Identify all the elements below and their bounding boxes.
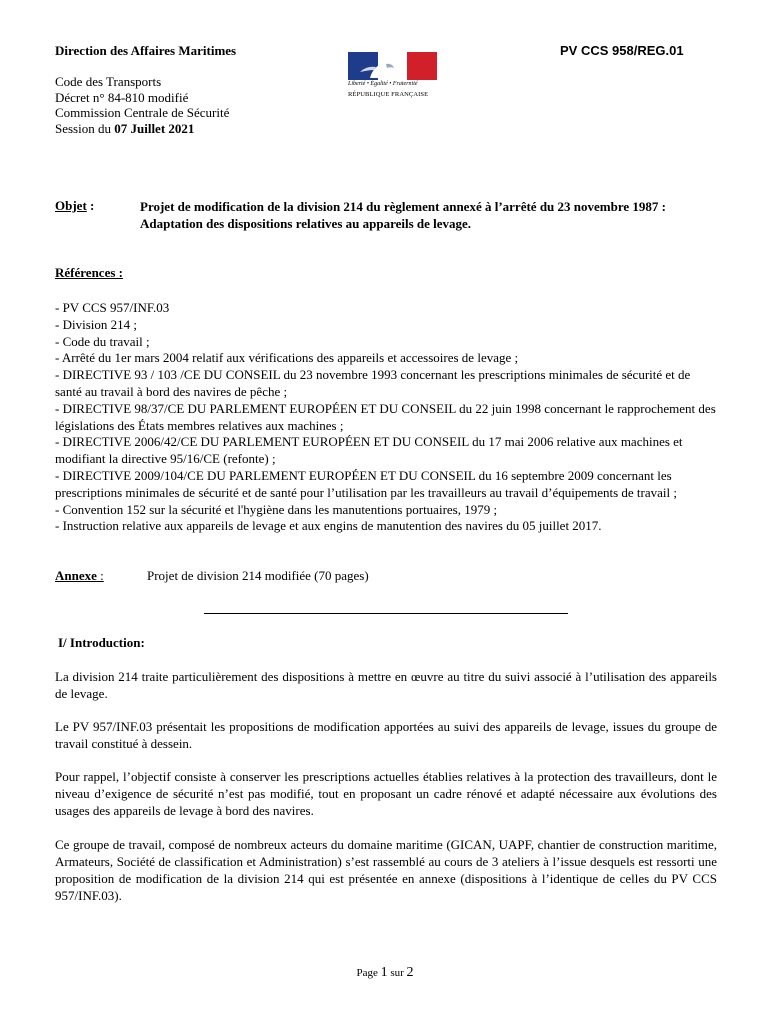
reference-item: - Code du travail ; xyxy=(55,333,150,349)
footer-page-total: 2 xyxy=(406,965,414,980)
reference-item: - Instruction relative aux appareils de levage et aux engins de manutention des navires du 05 juillet 2017. xyxy=(55,518,602,534)
objet-colon: : xyxy=(86,198,95,213)
references-title: Références : xyxy=(55,265,123,280)
footer-page-word: Page xyxy=(356,967,381,979)
reference-item: - DIRECTIVE 2006/42/CE DU PARLEMENT EUROPÉEN ET DU CONSEIL du 17 mai 2006 relative aux machines et modifiant la directive 95/16/CE (refonte) ; xyxy=(55,434,683,467)
reference-item: - PV CCS 957/INF.03 xyxy=(55,300,170,315)
annexe-label xyxy=(55,568,104,584)
objet-word: Objet xyxy=(55,198,87,213)
page-footer xyxy=(0,965,770,981)
session-date: 07 Juillet 2021 xyxy=(114,121,195,137)
session-prefix: Session du xyxy=(55,121,115,137)
objet-label xyxy=(55,198,94,214)
reference-item: - Division 214 ; xyxy=(55,316,137,332)
intro-paragraph: Pour rappel, l’objectif consiste à conserver les prescriptions actuelles établies relatives à la protection des travailleurs, dont le niveau d’exigence de sécurité n’est pas modifié, tout en proposant un cadre rénové et adapté nécessaire aux évolutions des usages des appareils de levage à bord des navires. xyxy=(55,769,717,818)
footer-page-number: 1 xyxy=(380,965,388,980)
references-list xyxy=(55,300,720,535)
code-block xyxy=(55,74,229,137)
logo-motto: Liberté • Égalité • Fraternité xyxy=(348,81,418,87)
direction-header: Direction des Affaires Maritimes xyxy=(55,43,237,58)
reference-item: - DIRECTIVE 2009/104/CE DU PARLEMENT EUROPÉEN ET DU CONSEIL du 16 septembre 2009 concernant les prescriptions minimales de sécurité et de santé pour l’utilisation par les travailleurs au travail d’équipements de travail ; xyxy=(55,467,677,500)
annexe-word: Annexe xyxy=(55,568,97,583)
code-line-commission: Commission Centrale de Sécurité xyxy=(55,105,230,121)
footer-of-word: sur xyxy=(387,967,407,979)
marianne-flag-icon xyxy=(348,52,437,80)
logo-republique: RÉPUBLIQUE FRANÇAISE xyxy=(348,91,429,98)
annexe-text: Projet de division 214 modifiée (70 pages) xyxy=(147,568,369,583)
document-reference: PV CCS 958/REG.01 xyxy=(560,43,684,58)
republique-francaise-logo xyxy=(348,52,438,104)
reference-item: - DIRECTIVE 98/37/CE DU PARLEMENT EUROPÉEN ET DU CONSEIL du 22 juin 1998 concernant le rapprochement des législations des États membres relatives aux machines ; xyxy=(55,400,716,433)
intro-paragraph: Le PV 957/INF.03 présentait les propositions de modification apportées au suivi des appareils de levage, issues du groupe de travail constitué à dessein. xyxy=(55,719,717,751)
reference-item: - Arrêté du 1er mars 2004 relatif aux vérifications des appareils et accessoires de levage ; xyxy=(55,350,519,366)
section-divider xyxy=(204,613,568,614)
reference-item: - DIRECTIVE 93 / 103 /CE DU CONSEIL du 23 novembre 1993 concernant les prescriptions minimales de sécurité et de santé au travail à bord des navires de pêche ; xyxy=(55,367,691,399)
code-line-transports: Code des Transports xyxy=(55,74,162,89)
code-line-decret: Décret n° 84-810 modifié xyxy=(55,89,189,105)
intro-paragraph: La division 214 traite particulièrement des dispositions à mettre en œuvre au titre du suivi associé à l’utilisation des appareils de levage. xyxy=(55,669,717,701)
code-line-session xyxy=(55,121,229,137)
annexe-colon: : xyxy=(96,568,104,583)
reference-item: - Convention 152 sur la sécurité et l'hygiène dans les manutentions portuaires, 1979 ; xyxy=(55,501,498,517)
objet-text: Projet de modification de la division 214 du règlement annexé à l’arrêté du 23 novembre 1987 : Adaptation des dispositions relatives au appareils de levage. xyxy=(140,199,666,231)
introduction-title: I/ Introduction: xyxy=(58,635,145,650)
intro-paragraph: Ce groupe de travail, composé de nombreux acteurs du domaine maritime (GICAN, UAPF, chantier de construction maritime, Armateurs, Société de classification et Administration) s’est rassemblé au cours de 3 ateliers à l’issue desquels est ressorti une proposition de modification de la division 214 qui est présentée en annexe (dispositions à l’identique de celles du PV CCS 957/INF.03). xyxy=(55,837,717,903)
